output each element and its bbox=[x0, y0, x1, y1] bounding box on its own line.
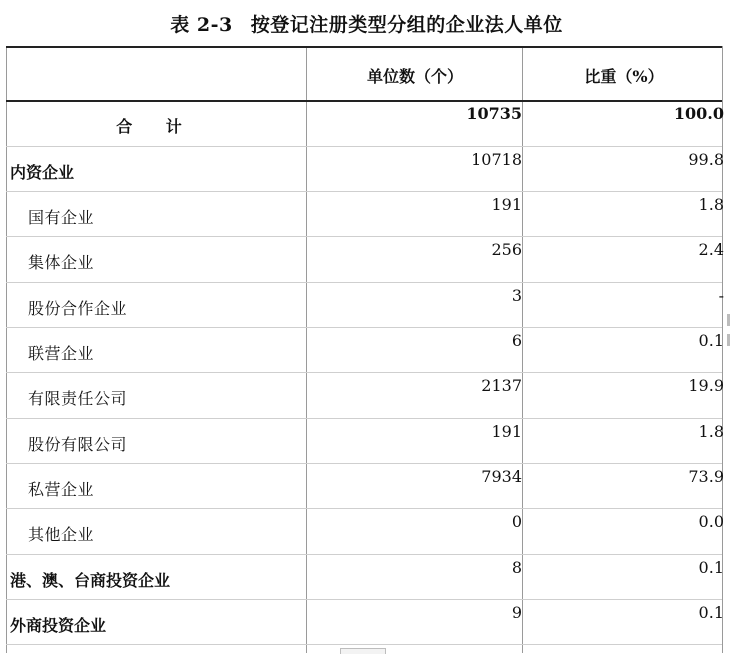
row-label: 私营企业 bbox=[28, 480, 95, 499]
row-divider bbox=[6, 599, 722, 600]
row-units: 0 bbox=[511, 512, 522, 531]
row-ratio: 1.8 bbox=[698, 195, 724, 214]
row-units: 256 bbox=[491, 240, 522, 259]
row-units: 10735 bbox=[466, 104, 522, 123]
row-units: 2137 bbox=[481, 376, 522, 395]
row-units: 7934 bbox=[481, 467, 522, 486]
row-ratio: 0.0 bbox=[698, 512, 724, 531]
table-number: 表 2-3 bbox=[170, 14, 233, 36]
left-border bbox=[6, 46, 7, 653]
row-divider bbox=[6, 146, 722, 147]
row-ratio: 0.1 bbox=[698, 558, 724, 577]
row-units: 191 bbox=[491, 195, 522, 214]
row-ratio: 73.9 bbox=[688, 467, 724, 486]
page-edge-marker bbox=[727, 334, 730, 346]
row-label: 其他企业 bbox=[28, 525, 95, 544]
row-divider bbox=[6, 418, 722, 419]
row-label: 外商投资企业 bbox=[10, 616, 107, 635]
row-divider bbox=[6, 644, 722, 645]
row-divider bbox=[6, 554, 722, 555]
row-ratio: - bbox=[718, 286, 724, 305]
row-units: 6 bbox=[511, 331, 522, 350]
row-label: 国有企业 bbox=[28, 208, 95, 227]
header-units: 单位数（个） bbox=[366, 67, 463, 86]
data-table bbox=[0, 46, 733, 653]
row-label: 有限责任公司 bbox=[28, 389, 128, 408]
row-ratio: 100.0 bbox=[673, 104, 724, 123]
row-ratio: 0.1 bbox=[698, 331, 724, 350]
row-divider bbox=[6, 463, 722, 464]
table-title bbox=[0, 10, 733, 37]
top-border bbox=[6, 46, 722, 48]
header-bottom-border bbox=[6, 100, 722, 102]
row-label: 港、澳、台商投资企业 bbox=[10, 571, 171, 590]
row-label: 股份合作企业 bbox=[28, 299, 128, 318]
sheet-tab[interactable] bbox=[340, 648, 386, 654]
row-divider bbox=[6, 508, 722, 509]
row-units: 9 bbox=[511, 603, 522, 622]
row-divider bbox=[6, 191, 722, 192]
row-ratio: 1.8 bbox=[698, 422, 724, 441]
row-label: 集体企业 bbox=[28, 253, 95, 272]
row-divider bbox=[6, 236, 722, 237]
row-ratio: 2.4 bbox=[698, 240, 724, 259]
column-divider-2 bbox=[522, 46, 523, 653]
page-edge-marker bbox=[727, 314, 730, 326]
row-ratio: 99.8 bbox=[688, 150, 724, 169]
row-label: 内资企业 bbox=[10, 163, 75, 182]
header-ratio: 比重（%） bbox=[584, 67, 664, 86]
table-caption: 按登记注册类型分组的企业法人单位 bbox=[250, 14, 563, 36]
row-ratio: 0.1 bbox=[698, 603, 724, 622]
row-label: 联营企业 bbox=[28, 344, 95, 363]
row-units: 3 bbox=[511, 286, 522, 305]
row-label: 股份有限公司 bbox=[28, 435, 128, 454]
row-divider bbox=[6, 372, 722, 373]
row-units: 191 bbox=[491, 422, 522, 441]
row-units: 10718 bbox=[471, 150, 522, 169]
row-divider bbox=[6, 282, 722, 283]
row-label: 合 计 bbox=[116, 117, 196, 136]
row-ratio: 19.9 bbox=[688, 376, 724, 395]
row-divider bbox=[6, 327, 722, 328]
row-units: 8 bbox=[511, 558, 522, 577]
